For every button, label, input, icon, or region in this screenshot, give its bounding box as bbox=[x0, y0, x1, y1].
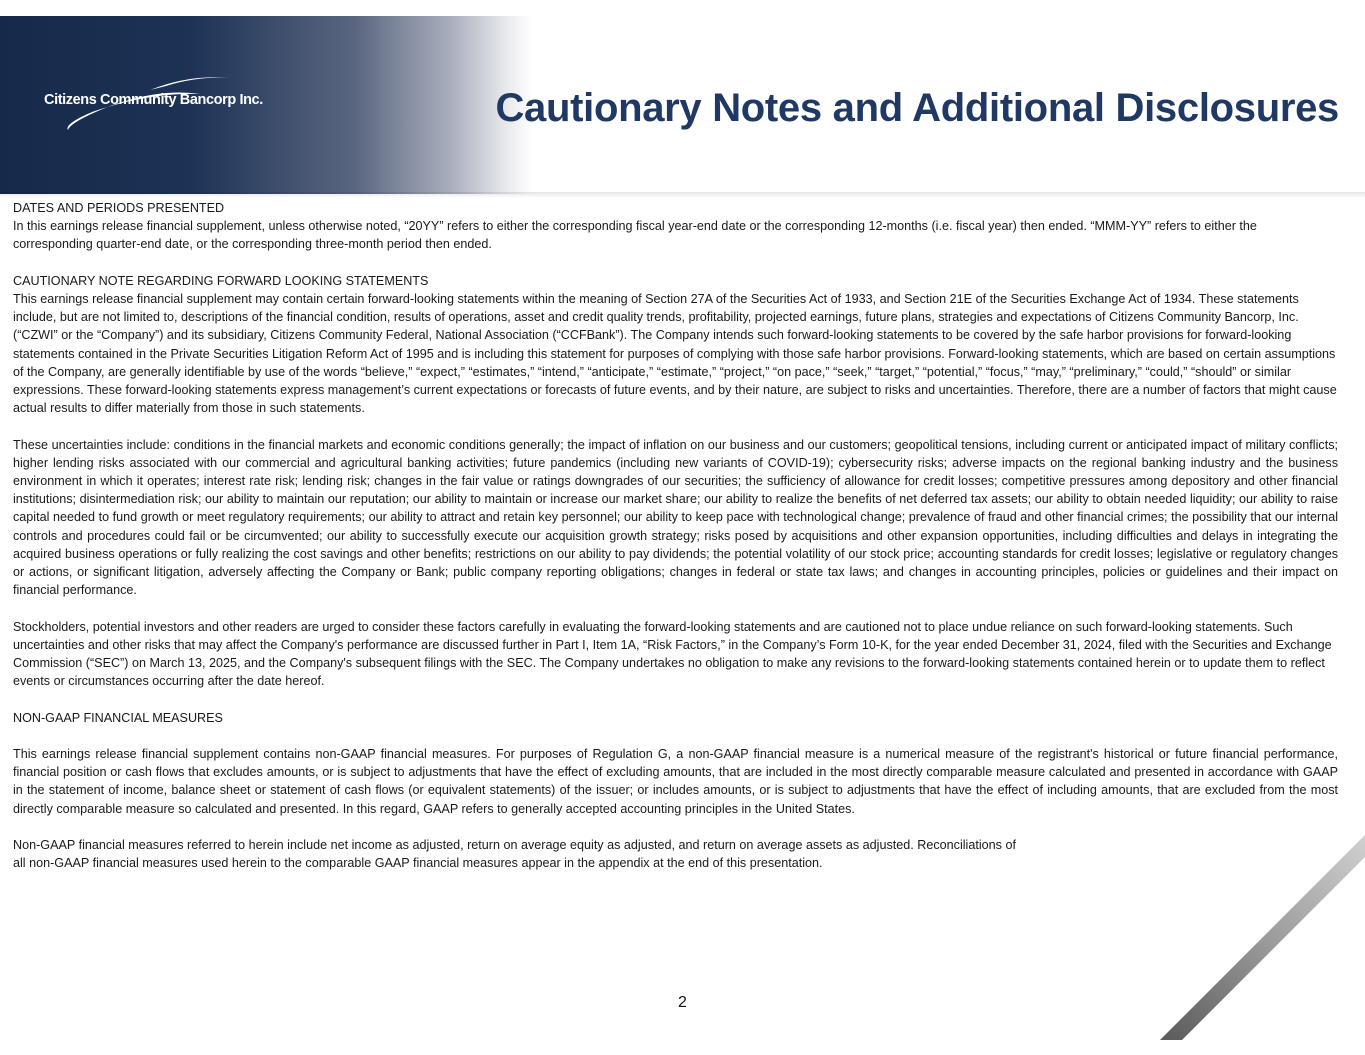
spacer bbox=[13, 690, 1338, 708]
disclosures-content bbox=[13, 199, 1338, 872]
uncertainties-paragraph: These uncertainties include: conditions in the financial markets and economic conditions generally; the impact of inflation on our business and our customers; geopolitical tensions, including current or anticipated impact of military conflicts; higher lending risks associated with our commercial and agricultural banking activities; future pandemics (including new variants of COVID-19); cybersecurity risks; adverse impacts on the regional banking industry and the business environment in which it operates; interest rate risk; lending risk; changes in the fair value or ratings downgrades of our securities; the sufficiency of allowance for credit losses; competitive pressures among depository and other financial institutions; disintermediation risk; our ability to maintain our reputation; our ability to maintain or increase our market share; our ability to realize the benefits of net deferred tax assets; our ability to obtain needed liquidity; our ability to raise capital needed to fund growth or meet regulatory requirements; our ability to attract and retain key personnel; our ability to keep pace with technological change; prevalence of fraud and other financial crimes; the possibility that our internal controls and procedures could fail or be circumvented; our ability to successfully execute our acquisition growth strategy; risks posed by acquisitions and other expansion opportunities, including difficulties and delays in integrating the acquired business operations or fully realizing the cost savings and other benefits; restrictions on our ability to pay dividends; the potential volatility of our stock price; accounting standards for credit losses; legislative or regulatory changes or actions, or significant litigation, adversely affecting the Company or Bank; public company reporting obligations; changes in federal or state tax laws; and changes in accounting principles, policies or guidelines and their impact on financial performance. bbox=[13, 437, 1338, 598]
page-number: 2 bbox=[678, 994, 687, 1011]
stockholders-paragraph: Stockholders, potential investors and other readers are urged to consider these factors carefully in evaluating the forward-looking statements and are cautioned not to place undue reliance on such forward-looking statements. Such uncertainties and other risks that may affect the Company's performance are discussed further in Part I, Item 1A, “Risk Factors,” in the Company’s Form 10-K, for the year ended December 31, 2024, filed with the Securities and Exchange Commission (“SEC”) on March 13, 2025, and the Company's subsequent filings with the SEC. The Company undertakes no obligation to make any revisions to the forward-looking statements contained herein or to update them to reflect events or circumstances occurring after the date hereof. bbox=[13, 619, 1332, 689]
logo-text: Citizens Community Bancorp Inc. bbox=[44, 92, 263, 108]
spacer bbox=[13, 818, 1338, 836]
forward-looking-body: This earnings release financial supplement may contain certain forward-looking statements within the meaning of Section 27A of the Securities Act of 1933, and Section 21E of the Securities Exchange Act of 1934. These statements include, but are not limited to, descriptions of the financial condition, results of operations, asset and credit quality trends, profitability, projected earnings, future plans, strategies and expectations of Citizens Community Bancorp, Inc. (“CZWI” or the “Company”) and its subsidiary, Citizens Community Federal, National Association (“CCFBank”). The Company intends such forward-looking statements to be covered by the safe harbor provisions for forward-looking statements contained in the Private Securities Litigation Reform Act of 1995 and is including this statement for purposes of complying with those safe harbor provisions. Forward-looking statements, which are based on certain assumptions of the Company, are generally identifiable by use of the words “believe,” “expect,” “estimates,” “intend,” “anticipate,” “estimate,” “project,” “on pace,” “seek,” “target,” “potential,” “focus,” “may,” “preliminary,” “could,” “should” or similar expressions. These forward-looking statements express management’s current expectations or forecasts of future events, and by their nature, are subject to risks and uncertainties. Therefore, there are a number of factors that might cause actual results to differ materially from those in such statements. bbox=[13, 292, 1337, 416]
forward-looking-heading: CAUTIONARY NOTE REGARDING FORWARD LOOKING STATEMENTS bbox=[13, 273, 429, 288]
page-curl-icon bbox=[1160, 835, 1365, 1040]
spacer bbox=[13, 254, 1338, 272]
page-title: Cautionary Notes and Additional Disclosures bbox=[495, 86, 1339, 130]
reconciliation-line-1: Non-GAAP financial measures referred to herein include net income as adjusted, return on average equity as adjusted, and return on average assets as adjusted. Reconciliations of bbox=[13, 838, 1016, 853]
non-gaap-heading: NON-GAAP FINANCIAL MEASURES bbox=[13, 710, 223, 725]
dates-body: In this earnings release financial supplement, unless otherwise noted, “20YY” refers to either the corresponding fiscal year-end date or the corresponding 12-months (i.e. fiscal year) then ended. “MMM-YY” refers to either the corresponding quarter-end date, or the corresponding three-month period then ended. bbox=[13, 219, 1257, 252]
spacer bbox=[13, 727, 1338, 745]
header-shadow bbox=[0, 192, 1365, 198]
company-logo bbox=[40, 72, 280, 138]
dates-heading: DATES AND PERIODS PRESENTED bbox=[13, 201, 225, 215]
spacer bbox=[13, 417, 1338, 435]
spacer bbox=[13, 599, 1338, 617]
non-gaap-body: This earnings release financial supplement contains non-GAAP financial measures. For purposes of Regulation G, a non-GAAP financial measure is a numerical measure of the registrant's historical or future financial performance, financial position or cash flows that excludes amounts, or is subject to adjustments that have the effect of excluding amounts, that are included in the most directly comparable measure calculated and presented in accordance with GAAP in the statement of income, balance sheet or statement of cash flows (or equivalent statements) of the issuer; or includes amounts, or is subject to adjustments that have the effect of including amounts, that are excluded from the most directly comparable measure so calculated and presented. In this regard, GAAP refers to generally accepted accounting principles in the United States. bbox=[13, 747, 1338, 816]
reconciliation-line-2: all non-GAAP financial measures used herein to the comparable GAAP financial measures appear in the appendix at the end of this presentation. bbox=[13, 856, 823, 871]
